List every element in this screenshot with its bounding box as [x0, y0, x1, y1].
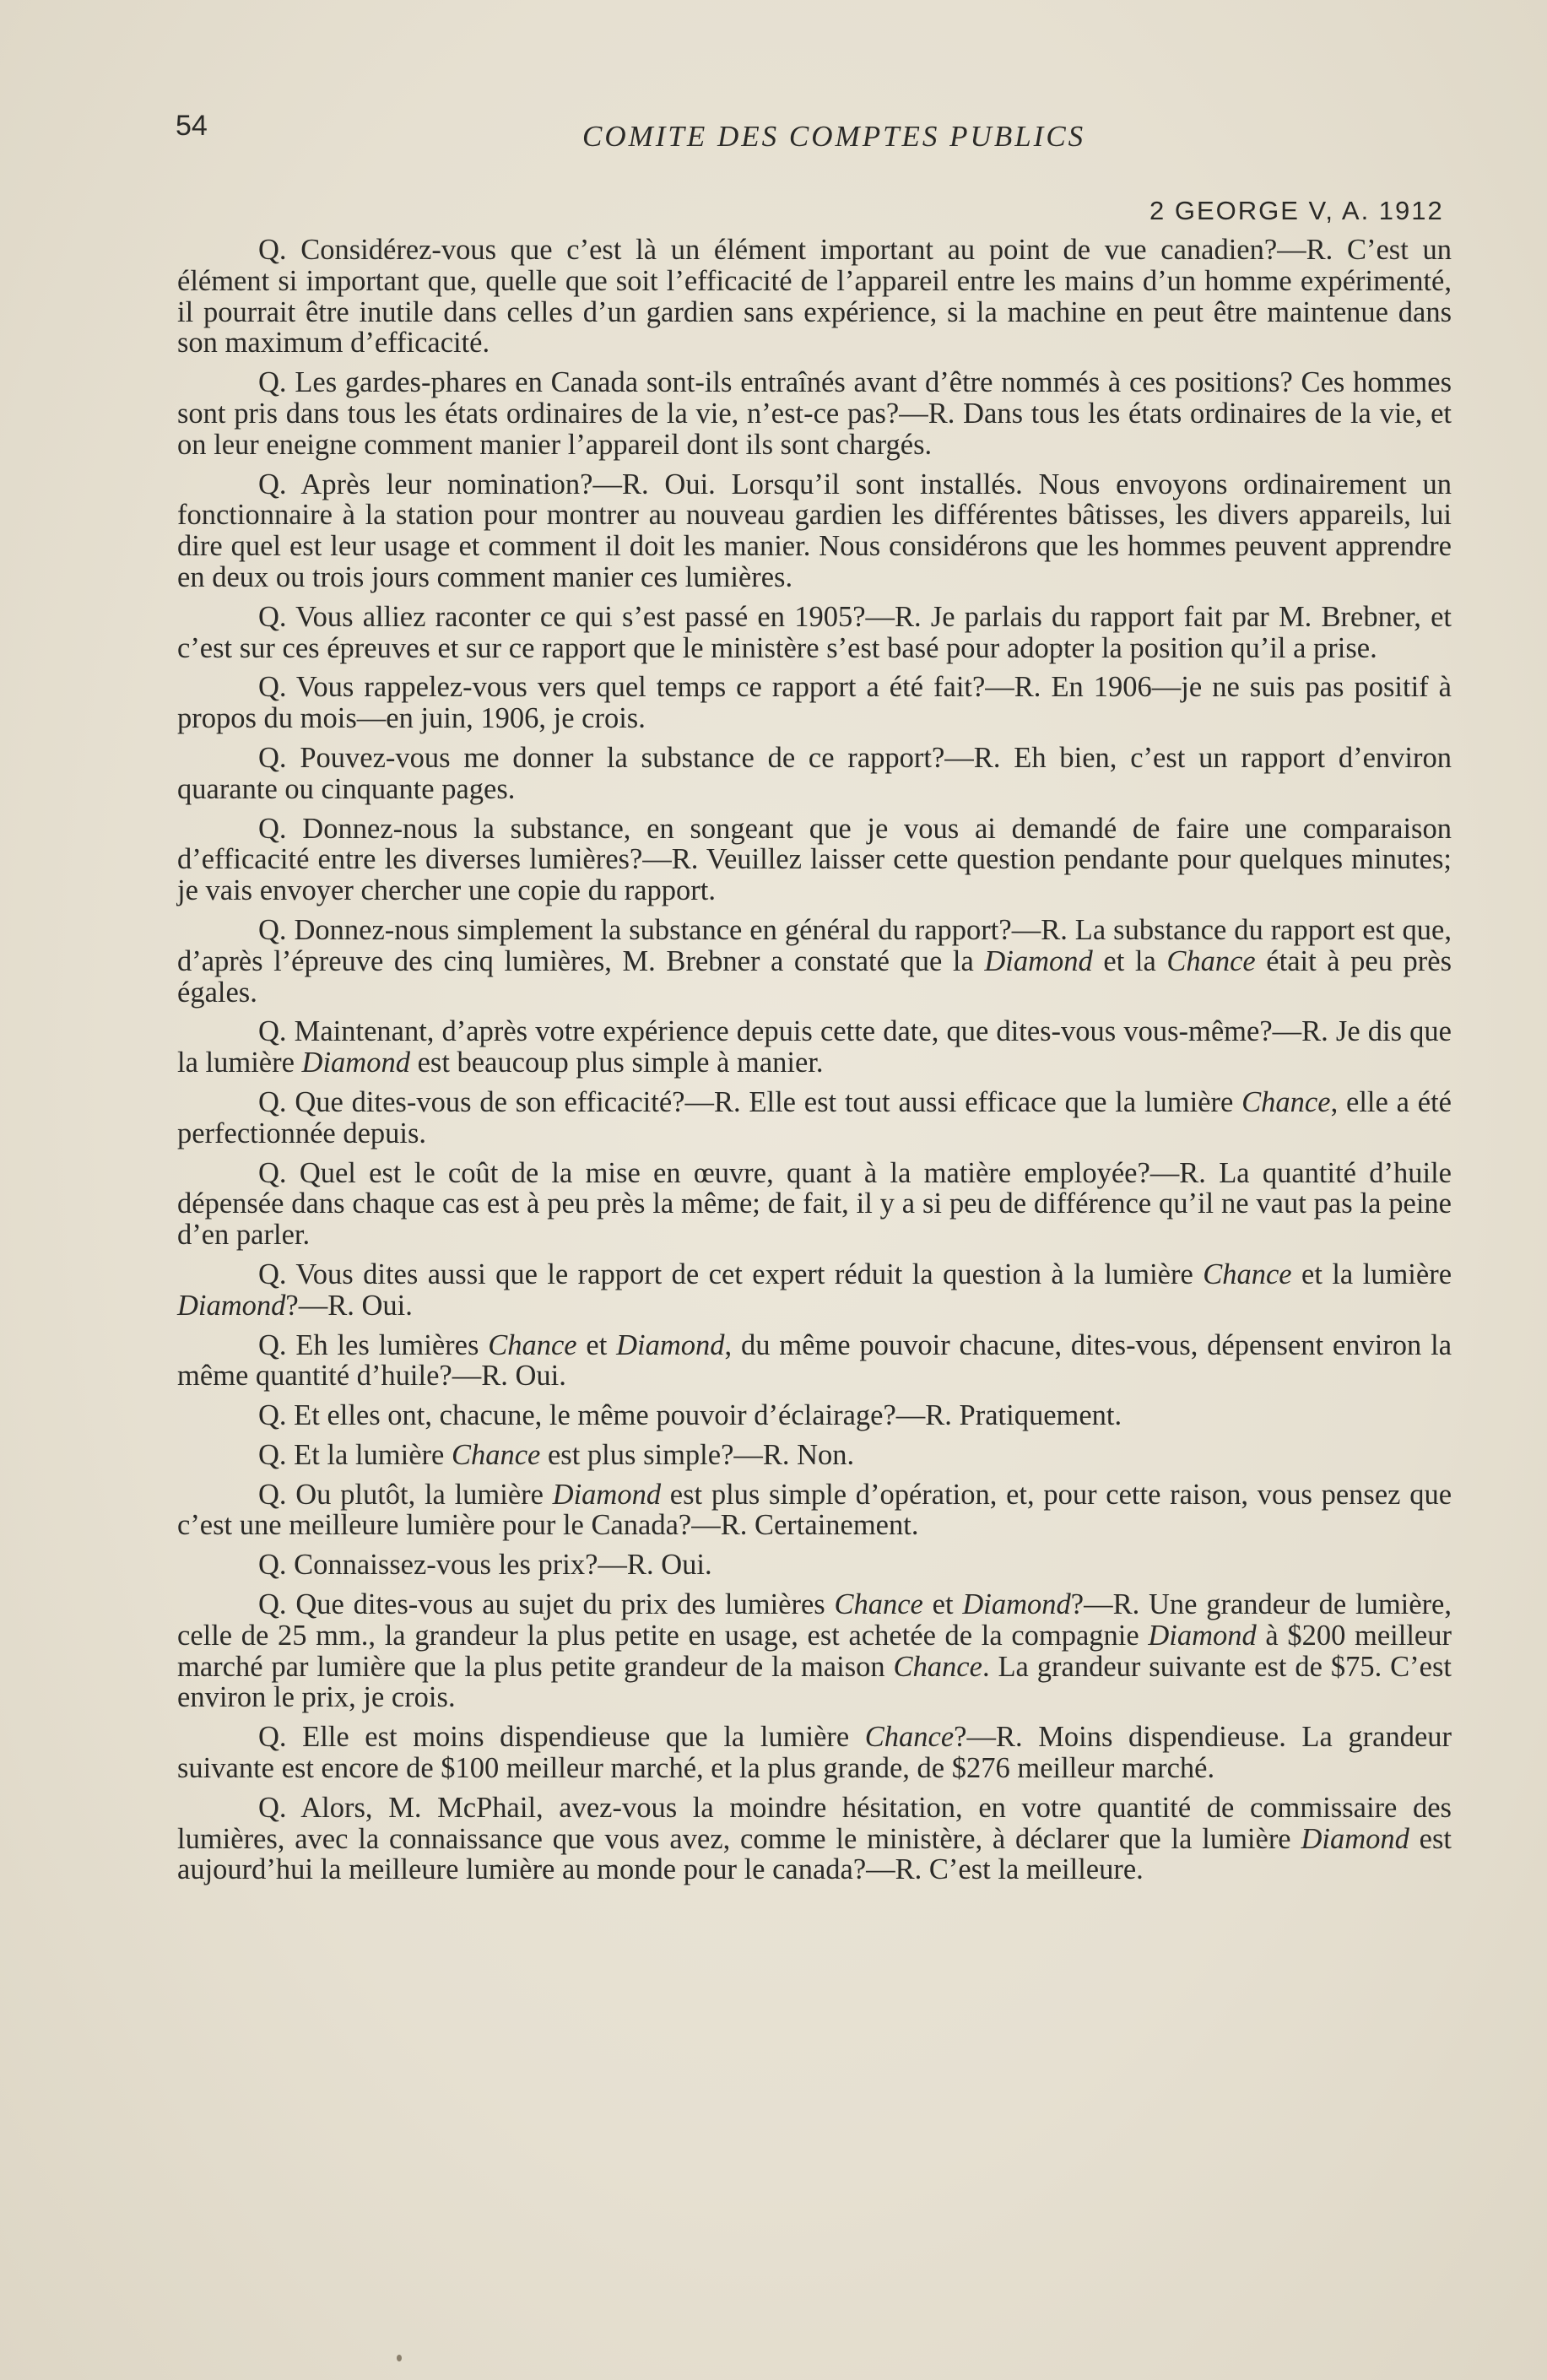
qa-paragraph: Q. Les gardes-phares en Canada sont-ils entraînés avant d’être nommés à ces positions? Ces hommes sont pris dans tous les états ordinaires de la vie, n’est-ce pas?—R. Dans tous les états ordinaires de la vie, et on leur eneigne comment manier l’appareil dont ils sont chargés.: [177, 366, 1452, 461]
qa-paragraph: Q. Vous dites aussi que le rapport de cet expert réduit la question à la lumière Chance et la lumière Diamond?—R. Oui.: [177, 1258, 1452, 1322]
qa-paragraph: Q. Quel est le coût de la mise en œuvre, quant à la matière employée?—R. La quantité d’huile dépensée dans chaque cas est à peu près la même; de fait, il y a si peu de différence qu’il ne vaut pas la peine d’en parler.: [177, 1156, 1452, 1252]
transcript-body: [177, 235, 1452, 1894]
qa-paragraph: Q. Que dites-vous de son efficacité?—R. Elle est tout aussi efficace que la lumière Chance, elle a été perfectionnée depuis.: [177, 1085, 1452, 1149]
qa-paragraph: Q. Pouvez-vous me donner la substance de ce rapport?—R. Eh bien, c’est un rapport d’environ quarante ou cinquante pages.: [177, 741, 1452, 805]
qa-paragraph: Q. Considérez-vous que c’est là un élément important au point de vue canadien?—R. C’est un élément si important que, quelle que soit l’efficacité de l’appareil entre les mains d’un homme expérimenté, il pourrait être inutile dans celles d’un gardien sans expérience, si la machine en peut être maintenue dans son maximum d’efficacité.: [177, 234, 1452, 360]
qa-paragraph: Q. Ou plutôt, la lumière Diamond est plus simple d’opération, et, pour cette raison, vous pensez que c’est une meilleure lumière pour le Canada?—R. Certainement.: [177, 1478, 1452, 1542]
running-title: COMITE DES COMPTES PUBLICS: [582, 120, 1086, 153]
session-label: 2 GEORGE V, A. 1912: [1149, 196, 1444, 225]
qa-paragraph: Q. Donnez-nous la substance, en songeant que je vous ai demandé de faire une comparaison d’efficacité entre les diverses lumières?—R. Veuillez laisser cette question pendante pour quelques minutes; je vais envoyer chercher une copie du rapport.: [177, 812, 1452, 907]
qa-paragraph: Q. Et elles ont, chacune, le même pouvoir d’éclairage?—R. Pratiquement.: [258, 1399, 1122, 1432]
qa-paragraph: Q. Vous alliez raconter ce qui s’est passé en 1905?—R. Je parlais du rapport fait par M. Brebner, et c’est sur ces épreuves et sur ce rapport que le ministère s’est basé pour adopter la position qu’il a prise.: [177, 600, 1452, 664]
qa-paragraph: Q. Et la lumière Chance est plus simple?—R. Non.: [258, 1438, 855, 1471]
paper-speck: [397, 2355, 402, 2361]
qa-paragraph: Q. Connaissez-vous les prix?—R. Oui.: [258, 1549, 712, 1582]
qa-paragraph: Q. Elle est moins dispendieuse que la lumière Chance?—R. Moins dispendieuse. La grandeur suivante est encore de $100 meilleur marché, et la plus grande, de $276 meilleur marché.: [177, 1721, 1452, 1785]
qa-paragraph: Q. Maintenant, d’après votre expérience depuis cette date, que dites-vous vous-même?—R. Je dis que la lumière Diamond est beaucoup plus simple à manier.: [177, 1015, 1452, 1079]
qa-paragraph: Q. Eh les lumières Chance et Diamond, du même pouvoir chacune, dites-vous, dépensent environ la même quantité d’huile?—R. Oui.: [177, 1328, 1452, 1393]
qa-paragraph: Q. Après leur nomination?—R. Oui. Lorsqu’il sont installés. Nous envoyons ordinairement un fonctionnaire à la station pour montrer au nouveau gardien les différentes bâtisses, les divers appareils, lui dire quel est leur usage et comment il doit les manier. Nous considérons que les hommes peuvent apprendre en deux ou trois jours comment manier ces lumières.: [177, 468, 1452, 593]
qa-paragraph: Q. Que dites-vous au sujet du prix des lumières Chance et Diamond?—R. Une grandeur de lumière, celle de 25 mm., la grandeur la plus petite en usage, est achetée de la compagnie Diamond à $200 meilleur marché par lumière que la plus petite grandeur de la maison Chance. La grandeur suivante est de $75. C’est environ le prix, je crois.: [177, 1588, 1452, 1714]
qa-paragraph: Q. Donnez-nous simplement la substance en général du rapport?—R. La substance du rapport est que, d’après l’épreuve des cinq lumières, M. Brebner a constaté que la Diamond et la Chance était à peu près égales.: [177, 913, 1452, 1009]
qa-paragraph: Q. Alors, M. McPhail, avez-vous la moindre hésitation, en votre quantité de commissaire des lumières, avec la connaissance que vous avez, comme le ministère, à déclarer que la lumière Diamond est aujourd’hui la meilleure lumière au monde pour le canada?—R. C’est la meilleure.: [177, 1791, 1452, 1886]
qa-paragraph: Q. Vous rappelez-vous vers quel temps ce rapport a été fait?—R. En 1906—je ne suis pas positif à propos du mois—en juin, 1906, je crois.: [177, 671, 1452, 735]
page-number: 54: [176, 110, 208, 142]
